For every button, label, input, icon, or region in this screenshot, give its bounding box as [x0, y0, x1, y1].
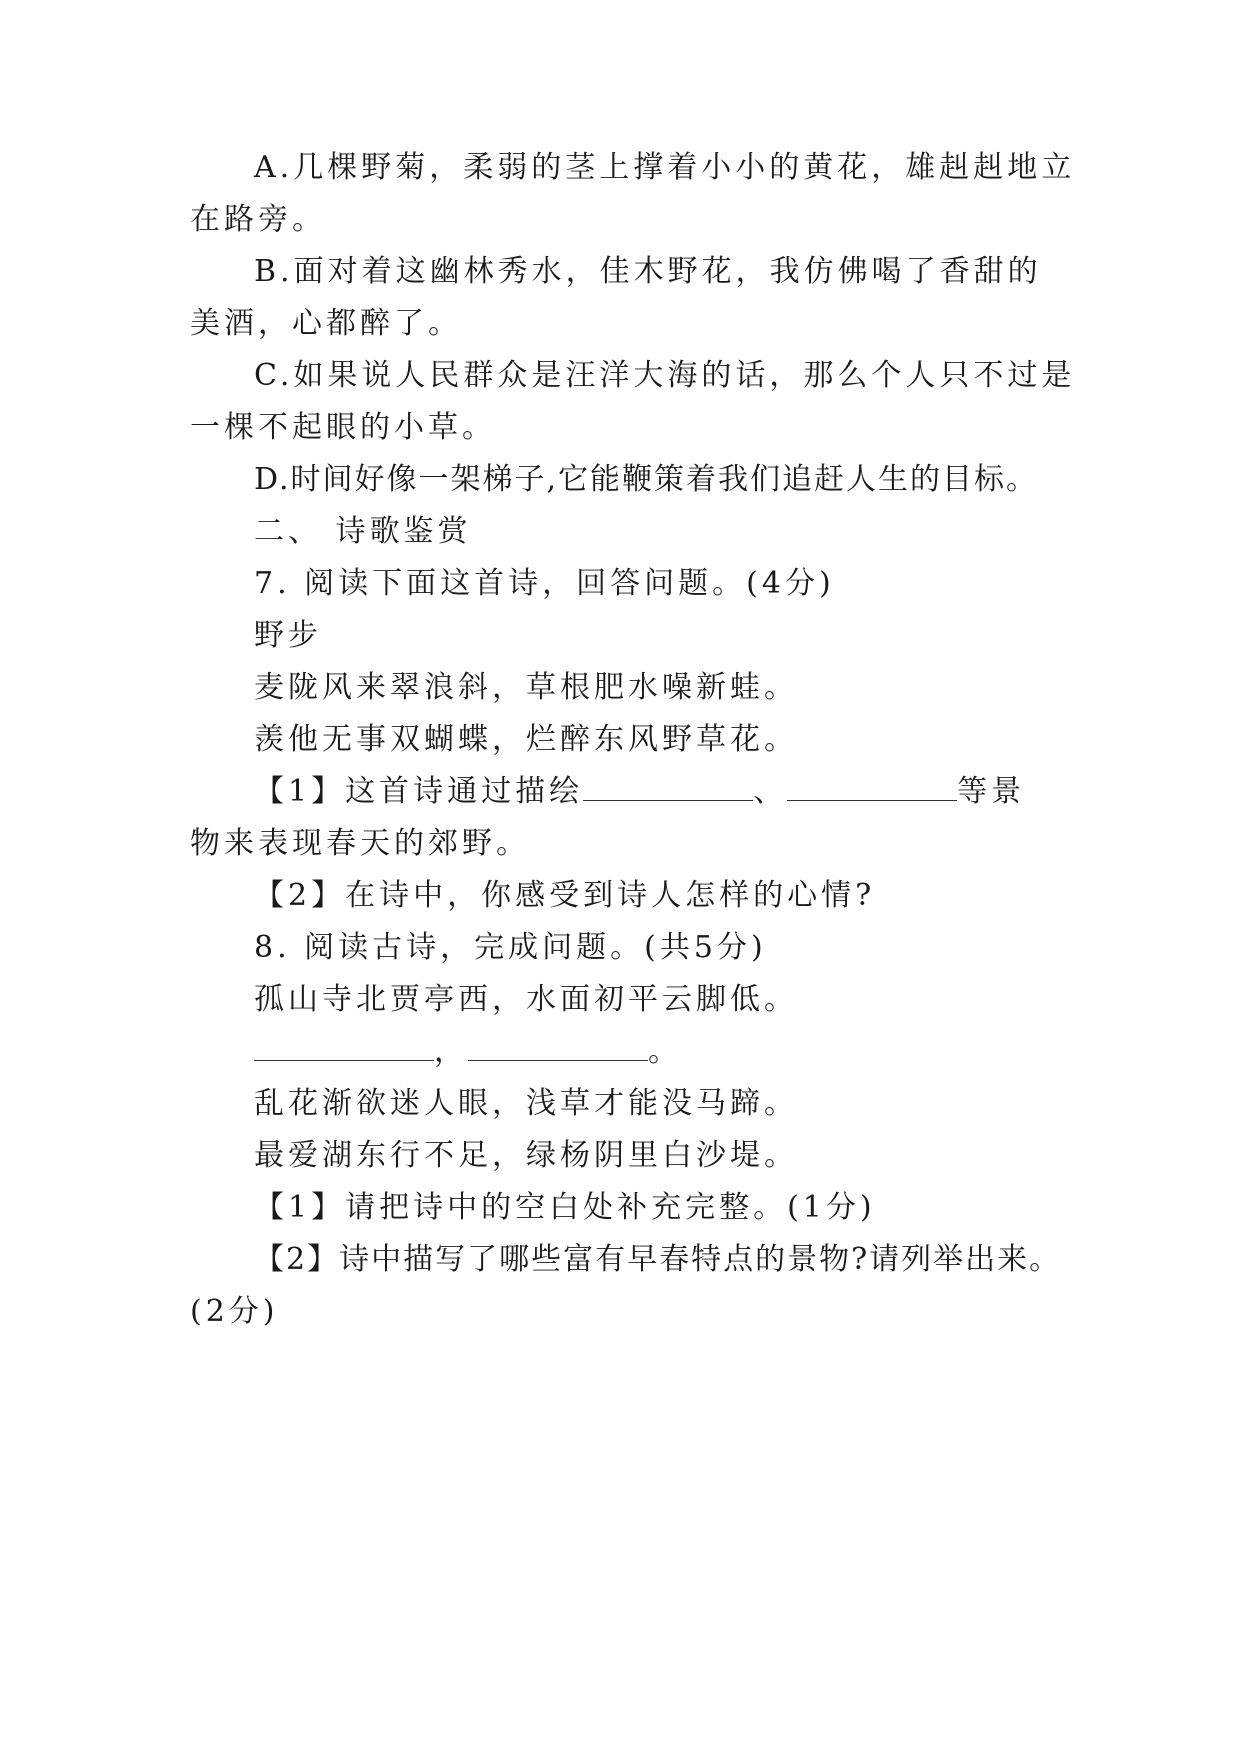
answer-blank[interactable] — [254, 1034, 434, 1061]
question-7-prompt: 7. 阅读下面这首诗，回答问题。(4分) — [254, 566, 835, 601]
question-7-sub1 — [254, 772, 1025, 812]
option-c-line1: C.如果说人民群众是汪洋大海的话，那么个人只不过是 — [254, 358, 1076, 393]
answer-blank[interactable] — [787, 774, 957, 801]
blank-separator: ， — [434, 1034, 468, 1069]
poem-line: 最爱湖东行不足，绿杨阴里白沙堤。 — [254, 1138, 798, 1173]
poem-title: 野步 — [254, 618, 322, 653]
poem-line: 麦陇风来翠浪斜，草根肥水噪新蛙。 — [254, 670, 798, 705]
sub1-text-start: 【1】这首诗通过描绘 — [254, 774, 584, 809]
poem-line: 孤山寺北贾亭西，水面初平云脚低。 — [254, 982, 798, 1017]
answer-blank[interactable] — [468, 1034, 648, 1061]
option-a-line1: A.几棵野菊，柔弱的茎上撑着小小的黄花，雄赳赳地立 — [254, 150, 1076, 185]
answer-blank[interactable] — [583, 774, 753, 801]
poem-line: 羡他无事双蝴蝶，烂醉东风野草花。 — [254, 722, 798, 757]
option-d-line1: D.时间好像一架梯子,它能鞭策着我们追赶人生的目标。 — [254, 462, 1039, 497]
blank-separator: 、 — [753, 774, 788, 809]
question-8-sub1: 【1】请把诗中的空白处补充完整。(1分) — [254, 1190, 876, 1225]
question-7-sub1-line2: 物来表现春天的郊野。 — [190, 826, 530, 861]
option-c-line2: 一棵不起眼的小草。 — [190, 410, 496, 445]
poem-blank-line — [254, 1032, 682, 1072]
poem-line: 乱花渐欲迷人眼，浅草才能没马蹄。 — [254, 1086, 798, 1121]
question-8-prompt: 8. 阅读古诗，完成问题。(共5分) — [254, 930, 767, 965]
question-8-sub2-score: (2分) — [190, 1294, 279, 1329]
option-b-line1: B.面对着这幽林秀水，佳木野花，我仿佛喝了香甜的 — [254, 254, 1042, 289]
section-two-heading: 二、 诗歌鉴赏 — [254, 514, 472, 549]
question-7-sub2: 【2】在诗中，你感受到诗人怎样的心情? — [254, 878, 876, 913]
option-a-line2: 在路旁。 — [190, 202, 326, 237]
sub1-text-end: 等景 — [957, 774, 1026, 809]
option-b-line2: 美酒，心都醉了。 — [190, 306, 462, 341]
question-8-sub2: 【2】诗中描写了哪些富有早春特点的景物?请列举出来。 — [254, 1242, 1062, 1277]
blank-end: 。 — [648, 1034, 682, 1069]
